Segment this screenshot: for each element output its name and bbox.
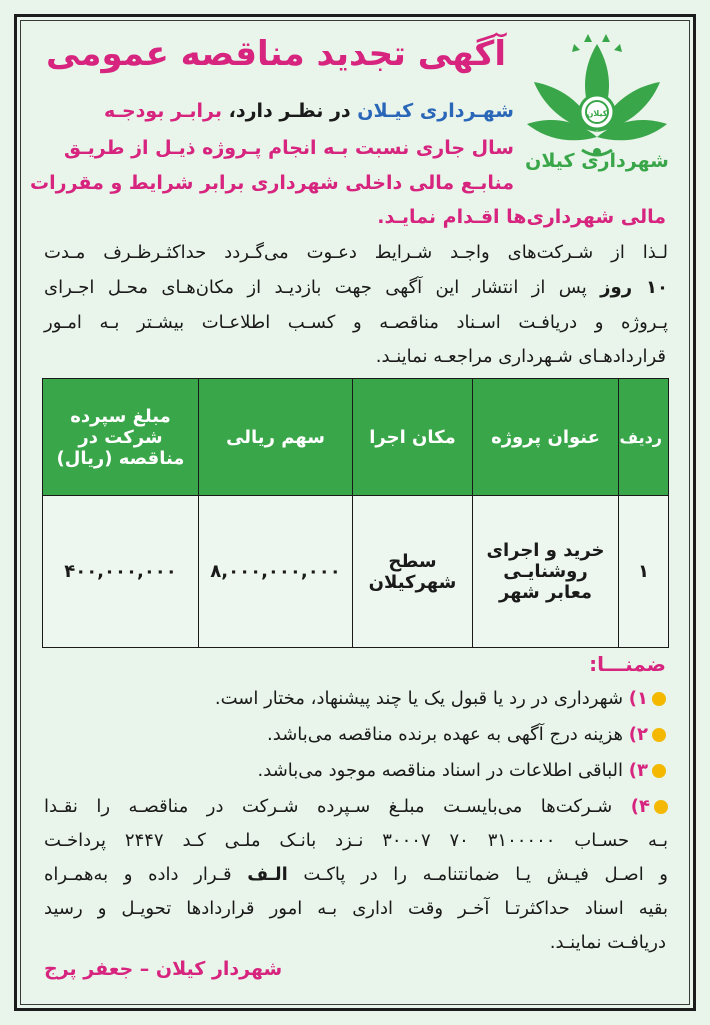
note-2 [267,724,666,745]
note-4-line-3-c: قـرار داده و به‌همـراه [44,864,232,885]
bullet-dot-icon [654,800,668,814]
deadline-days: ۱۰ روز [600,277,668,298]
table-header-row [43,379,669,496]
headline-mid: در نظـر دارد، [228,100,351,122]
headline-line-1 [44,100,514,122]
headline-line-4: مالی شهرداری‌ها اقـدام نمایـد. [377,206,666,228]
header-share-rial: سهم ریالی [199,379,353,496]
project-table [42,378,669,648]
body-line-2-text: پس از انتشار این آگهی جهت بازدیـد از مکان‌هـای محـل اجـرای [44,277,587,298]
envelope-letter: الـف [247,864,288,885]
cell-location: سطح شهرکیلان [353,496,473,648]
bullet-dot-icon [652,692,666,706]
note-text: شـرکت‌ها می‌بایسـت مبلـغ سـپرده شـرکت در مناقصـه را نقـدا [44,796,613,817]
bullet-dot-icon [652,728,666,742]
logo-seal-text: کیلان [586,109,608,118]
notes-heading: ضمنـــا: [589,652,666,676]
header-project-title: عنوان پروژه [473,379,619,496]
note-4-line-4: بقیه اسناد حداکثرتـا آخـر وقت اداری بـه امور قراردادها تحویـل و رسید [44,898,668,919]
cell-deposit: ۴۰۰,۰۰۰,۰۰۰ [43,496,199,648]
signature: شهردار کیلان – جعفر پرج [44,958,283,980]
bullet-dot-icon [652,764,666,778]
table-row [43,496,669,648]
headline-line-3: منابـع مالی داخلی شهرداری برابر شرایط و مقررات [30,172,514,194]
body-line-2 [44,277,668,298]
note-4-line-5: دریافـت نماینـد. [549,932,666,953]
note-number: ۴) [630,796,650,817]
cell-row-number: ۱ [619,496,669,648]
body-line-3: پـروژه و دریافـت اسـناد مناقصـه و کسـب اطلاعـات بیشـتر بـه امـور [44,312,668,333]
body-line-1: لـذا از شـرکت‌های واجـد شـرایط دعـوت می‌گـردد حداکثـرظـرف مـدت [44,242,668,263]
page-title: آگهی تجدید مناقصه عمومی [46,34,506,74]
headline-end: برابـر بودجـه [103,100,222,122]
note-text: هزینه درج آگهی به عهده برنده مناقصه می‌باشد. [267,724,624,745]
org-name: شهـرداری کیـلان [357,100,514,122]
note-number: ۳) [628,760,648,781]
note-4-line-3-a: و اصـل فیـش یـا ضمانتنامـه را در پاکـت [303,864,668,885]
note-4-line-3 [44,864,668,885]
cell-share-rial: ۸,۰۰۰,۰۰۰,۰۰۰ [199,496,353,648]
note-4-line-1 [44,796,668,817]
header-deposit: مبلغ سپرده شرکت در مناقصه (ریال) [43,379,199,496]
header-location: مکان اجرا [353,379,473,496]
note-number: ۱) [628,688,648,709]
logo-caption: شهرداری کیلان [525,150,669,172]
note-text: شهرداری در رد یا قبول یک یا چند پیشنهاد، مختار است. [214,688,624,709]
note-3 [258,760,666,781]
headline-line-2: سال جاری نسبت بـه انجام پـروژه ذیـل از طریـق [64,137,514,159]
body-line-4: قراردادهـای شـهرداری مراجعـه نماینـد. [375,346,666,367]
note-number: ۲) [628,724,648,745]
note-text: الباقی اطلاعات در اسناد مناقصه موجود می‌باشد. [257,760,624,781]
note-4-line-2: بـه حسـاب ۳۱۰۰۰۰۰ ۷۰ ۳۰۰۰۷ نـزد بانـک ملـی کـد ۲۴۴۷ پرداخـت [44,830,668,851]
note-1 [215,688,666,709]
cell-project-title: خرید و اجرای روشنایـی معابر شهر [473,496,619,648]
header-row-number: ردیف [619,379,669,496]
